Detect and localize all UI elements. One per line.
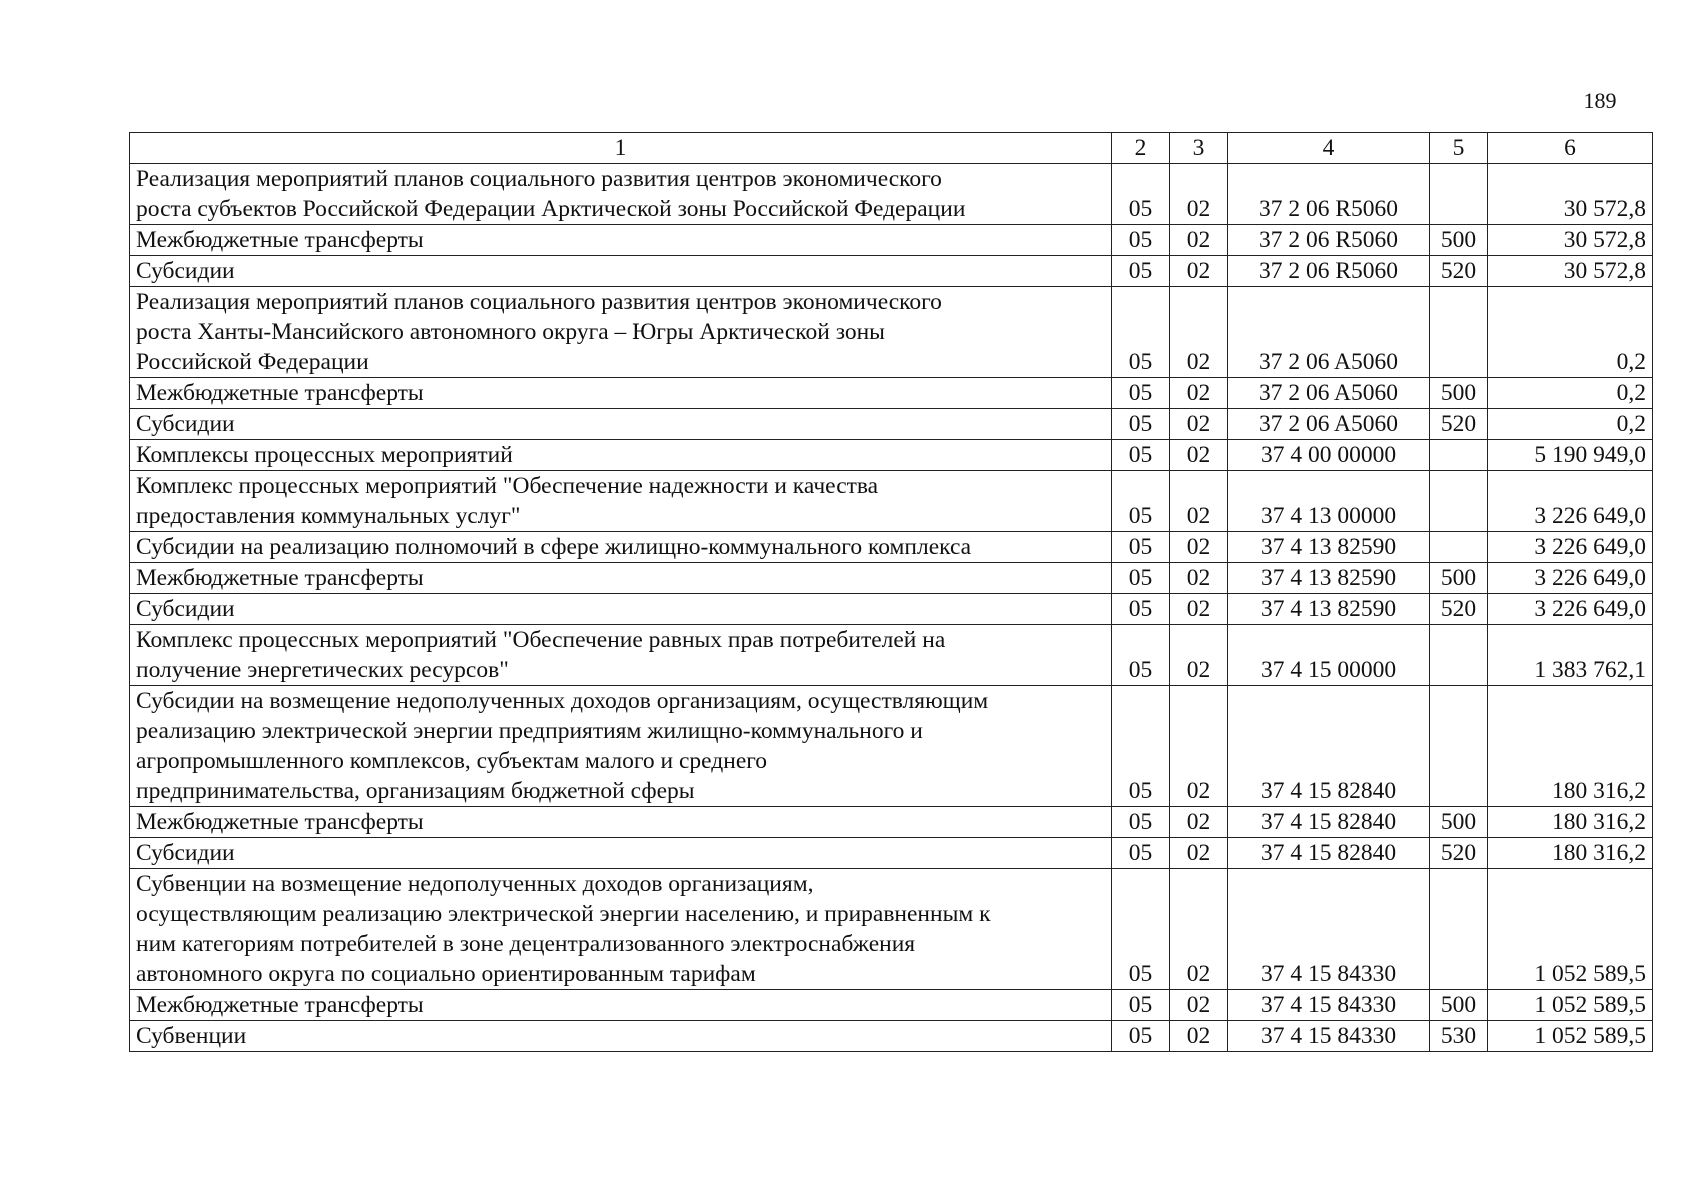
name-line: Реализация мероприятий планов социального развития центров экономического [136, 166, 942, 192]
subsection-cell: 02 [1170, 409, 1228, 440]
subsection-cell: 02 [1170, 225, 1228, 256]
section-cell: 05 [1112, 686, 1170, 807]
subsection-cell: 02 [1170, 1021, 1228, 1052]
table-row [130, 807, 1653, 838]
table-row [130, 625, 1653, 686]
header-col-2: 2 [1112, 133, 1170, 164]
name-cell [130, 256, 1112, 287]
name-cell [130, 594, 1112, 625]
table-row [130, 532, 1653, 563]
name-line: Межбюджетные трансферты [136, 565, 424, 591]
section-cell: 05 [1112, 563, 1170, 594]
name-cell [130, 378, 1112, 409]
section-cell: 05 [1112, 256, 1170, 287]
name-cell [130, 440, 1112, 471]
section-cell: 05 [1112, 594, 1170, 625]
amount-cell: 180 316,2 [1488, 807, 1653, 838]
header-col-5: 5 [1430, 133, 1488, 164]
target-article-cell: 37 2 06 A5060 [1228, 409, 1430, 440]
amount-cell: 3 226 649,0 [1488, 471, 1653, 532]
section-cell: 05 [1112, 440, 1170, 471]
amount-cell: 1 052 589,5 [1488, 990, 1653, 1021]
name-line: Межбюджетные трансферты [136, 992, 424, 1018]
name-cell [130, 563, 1112, 594]
name-cell [130, 225, 1112, 256]
section-cell: 05 [1112, 471, 1170, 532]
expense-type-cell [1430, 625, 1488, 686]
name-line: Субсидии на возмещение недополученных доходов организациям, осуществляющим [136, 688, 989, 714]
name-line: Межбюджетные трансферты [136, 809, 424, 835]
name-line: Субвенции [136, 1023, 247, 1049]
table-row [130, 256, 1653, 287]
amount-cell: 0,2 [1488, 409, 1653, 440]
target-article-cell: 37 2 06 A5060 [1228, 287, 1430, 378]
subsection-cell: 02 [1170, 164, 1228, 225]
target-article-cell: 37 2 06 R5060 [1228, 164, 1430, 225]
target-article-cell: 37 4 15 82840 [1228, 838, 1430, 869]
expense-type-cell: 500 [1430, 378, 1488, 409]
subsection-cell: 02 [1170, 686, 1228, 807]
section-cell: 05 [1112, 225, 1170, 256]
expense-type-cell: 500 [1430, 225, 1488, 256]
section-cell: 05 [1112, 625, 1170, 686]
header-col-4: 4 [1228, 133, 1430, 164]
name-line: агропромышленного комплексов, субъектам малого и среднего [136, 748, 768, 774]
section-cell: 05 [1112, 838, 1170, 869]
expense-type-cell: 500 [1430, 990, 1488, 1021]
name-cell [130, 164, 1112, 225]
name-line: Комплекс процессных мероприятий "Обеспечение надежности и качества [136, 473, 879, 499]
name-line: предоставления коммунальных услуг" [136, 503, 521, 529]
target-article-cell: 37 4 15 84330 [1228, 990, 1430, 1021]
expense-type-cell [1430, 471, 1488, 532]
subsection-cell: 02 [1170, 532, 1228, 563]
section-cell: 05 [1112, 1021, 1170, 1052]
amount-cell: 1 383 762,1 [1488, 625, 1653, 686]
amount-cell: 1 052 589,5 [1488, 869, 1653, 990]
amount-cell: 30 572,8 [1488, 256, 1653, 287]
subsection-cell: 02 [1170, 807, 1228, 838]
page-number: 189 [1583, 88, 1617, 113]
name-line: реализацию электрической энергии предприятиям жилищно-коммунального и [136, 718, 923, 744]
subsection-cell: 02 [1170, 471, 1228, 532]
name-line: Комплексы процессных мероприятий [136, 442, 513, 468]
section-cell: 05 [1112, 532, 1170, 563]
expense-type-cell: 500 [1430, 563, 1488, 594]
table-body [130, 164, 1653, 1052]
name-line: Реализация мероприятий планов социального развития центров экономического [136, 289, 942, 315]
target-article-cell: 37 2 06 R5060 [1228, 225, 1430, 256]
subsection-cell: 02 [1170, 869, 1228, 990]
name-line: Субсидии [136, 840, 235, 866]
subsection-cell: 02 [1170, 287, 1228, 378]
name-line: ним категориям потребителей в зоне децентрализованного электроснабжения [136, 931, 916, 957]
table-row [130, 378, 1653, 409]
name-line: Межбюджетные трансферты [136, 227, 424, 253]
name-cell [130, 409, 1112, 440]
subsection-cell: 02 [1170, 990, 1228, 1021]
table-row [130, 1021, 1653, 1052]
amount-cell: 180 316,2 [1488, 686, 1653, 807]
name-line: Субсидии [136, 596, 235, 622]
header-col-1: 1 [130, 133, 1112, 164]
name-line: предпринимательства, организациям бюджетной сферы [136, 778, 695, 804]
subsection-cell: 02 [1170, 838, 1228, 869]
name-cell [130, 990, 1112, 1021]
table-row [130, 869, 1653, 990]
expense-type-cell: 520 [1430, 838, 1488, 869]
name-line: автономного округа по социально ориентированным тарифам [136, 961, 756, 987]
target-article-cell: 37 4 15 82840 [1228, 807, 1430, 838]
table-row [130, 409, 1653, 440]
amount-cell: 5 190 949,0 [1488, 440, 1653, 471]
table-row [130, 838, 1653, 869]
target-article-cell: 37 4 15 84330 [1228, 869, 1430, 990]
table-row [130, 990, 1653, 1021]
section-cell: 05 [1112, 990, 1170, 1021]
budget-table [129, 132, 1653, 1052]
amount-cell: 0,2 [1488, 378, 1653, 409]
name-line: роста субъектов Российской Федерации Арктической зоны Российской Федерации [136, 196, 966, 222]
amount-cell: 30 572,8 [1488, 225, 1653, 256]
expense-type-cell [1430, 869, 1488, 990]
amount-cell: 3 226 649,0 [1488, 594, 1653, 625]
section-cell: 05 [1112, 287, 1170, 378]
expense-type-cell: 520 [1430, 409, 1488, 440]
target-article-cell: 37 4 13 00000 [1228, 471, 1430, 532]
name-cell [130, 287, 1112, 378]
section-cell: 05 [1112, 378, 1170, 409]
name-cell [130, 686, 1112, 807]
header-col-6: 6 [1488, 133, 1653, 164]
name-line: Межбюджетные трансферты [136, 380, 424, 406]
subsection-cell: 02 [1170, 378, 1228, 409]
amount-cell: 0,2 [1488, 287, 1653, 378]
subsection-cell: 02 [1170, 594, 1228, 625]
target-article-cell: 37 4 15 00000 [1228, 625, 1430, 686]
expense-type-cell: 520 [1430, 256, 1488, 287]
section-cell: 05 [1112, 807, 1170, 838]
header-col-3: 3 [1170, 133, 1228, 164]
table-row [130, 440, 1653, 471]
amount-cell: 180 316,2 [1488, 838, 1653, 869]
amount-cell: 30 572,8 [1488, 164, 1653, 225]
table-row [130, 686, 1653, 807]
amount-cell: 1 052 589,5 [1488, 1021, 1653, 1052]
name-line: Субсидии на реализацию полномочий в сфере жилищно-коммунального комплекса [136, 534, 972, 560]
section-cell: 05 [1112, 869, 1170, 990]
name-line: роста Ханты-Мансийского автономного округа – Югры Арктической зоны [136, 319, 885, 345]
amount-cell: 3 226 649,0 [1488, 532, 1653, 563]
name-cell [130, 532, 1112, 563]
table-row [130, 471, 1653, 532]
expense-type-cell [1430, 532, 1488, 563]
expense-type-cell: 530 [1430, 1021, 1488, 1052]
name-line: Субвенции на возмещение недополученных доходов организациям, [136, 871, 814, 897]
name-line: Российской Федерации [136, 349, 369, 375]
table-row [130, 594, 1653, 625]
subsection-cell: 02 [1170, 256, 1228, 287]
target-article-cell: 37 2 06 R5060 [1228, 256, 1430, 287]
expense-type-cell: 520 [1430, 594, 1488, 625]
subsection-cell: 02 [1170, 440, 1228, 471]
subsection-cell: 02 [1170, 563, 1228, 594]
name-cell [130, 838, 1112, 869]
target-article-cell: 37 4 13 82590 [1228, 594, 1430, 625]
amount-cell: 3 226 649,0 [1488, 563, 1653, 594]
name-cell [130, 1021, 1112, 1052]
section-cell: 05 [1112, 409, 1170, 440]
expense-type-cell [1430, 164, 1488, 225]
table-row [130, 287, 1653, 378]
name-line: получение энергетических ресурсов" [136, 657, 509, 683]
table-row [130, 164, 1653, 225]
name-line: Субсидии [136, 411, 235, 437]
name-line: осуществляющим реализацию электрической энергии населению, и приравненным к [136, 901, 991, 927]
expense-type-cell [1430, 686, 1488, 807]
name-line: Субсидии [136, 258, 235, 284]
table-row [130, 225, 1653, 256]
target-article-cell: 37 4 15 82840 [1228, 686, 1430, 807]
expense-type-cell [1430, 287, 1488, 378]
target-article-cell: 37 4 15 84330 [1228, 1021, 1430, 1052]
subsection-cell: 02 [1170, 625, 1228, 686]
name-cell [130, 471, 1112, 532]
target-article-cell: 37 4 13 82590 [1228, 563, 1430, 594]
header-row [130, 133, 1653, 164]
target-article-cell: 37 4 13 82590 [1228, 532, 1430, 563]
target-article-cell: 37 2 06 A5060 [1228, 378, 1430, 409]
name-cell [130, 807, 1112, 838]
expense-type-cell [1430, 440, 1488, 471]
target-article-cell: 37 4 00 00000 [1228, 440, 1430, 471]
table-row [130, 563, 1653, 594]
name-cell [130, 625, 1112, 686]
expense-type-cell: 500 [1430, 807, 1488, 838]
name-line: Комплекс процессных мероприятий "Обеспечение равных прав потребителей на [136, 627, 946, 653]
section-cell: 05 [1112, 164, 1170, 225]
name-cell [130, 869, 1112, 990]
